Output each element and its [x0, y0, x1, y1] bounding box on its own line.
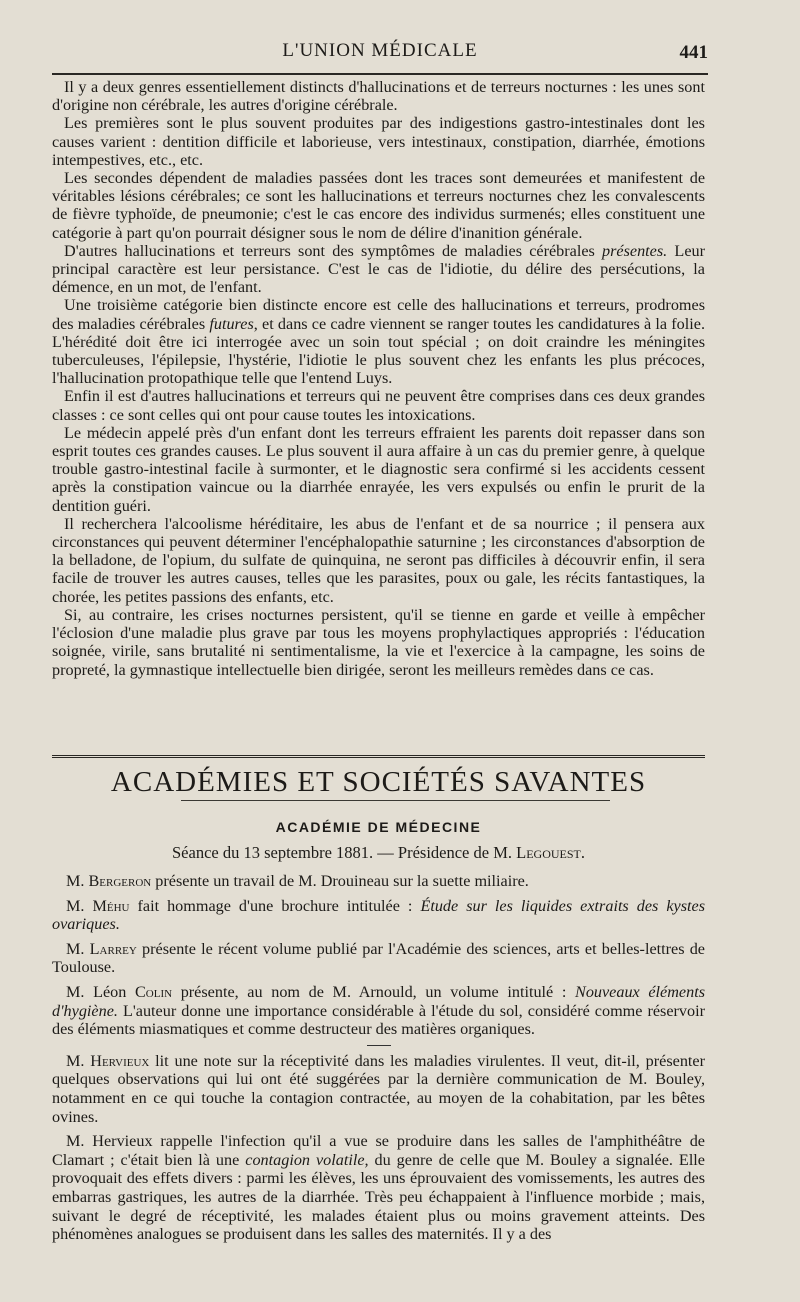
journal-title: L'UNION MÉDICALE: [282, 40, 478, 61]
emphasis-text: Nouveaux éléments d'hygiène.: [52, 982, 706, 1020]
entry-prefix: M.: [66, 896, 93, 915]
minutes-entry: [52, 983, 705, 1039]
section-heading: ACADÉMIES ET SOCIÉTÉS SAVANTES: [110, 766, 647, 798]
emphasis-text: futures: [209, 314, 254, 333]
speaker-name: Colin: [134, 982, 173, 1001]
paragraph: Enfin il est d'autres hallucinations et terreurs qui ne peuvent être comprises dans ces deux grandes classes : ce sont celles qui ont pour cause toutes les intoxications.: [52, 387, 705, 424]
paragraph: [52, 242, 705, 297]
paragraph-text: Leur principal caractère est leur persistance. C'est le cas de l'idiotie, du délire des persécutions, la démence, en un mot, de l'enfant.: [52, 241, 705, 297]
article-body: [52, 78, 705, 679]
entry-prefix: M.: [66, 872, 89, 890]
running-head: [52, 40, 708, 70]
paragraph: Les premières sont le plus souvent produites par des indigestions gastro-intestinales dont les causes varient : dentition difficile et laborieuse, vers intestinaux, constipation, diarrhée, émotions intempestives, etc., etc.: [52, 114, 705, 169]
speaker-name: Hervieux: [90, 1051, 150, 1070]
entry-text: présente un travail de M. Drouineau sur la suette miliaire.: [151, 872, 529, 890]
speaker-name: Méhu: [92, 896, 130, 915]
emphasis-text: Étude sur les liquides extraits des kystes ovariques.: [52, 896, 705, 934]
entry-text: M. Hervieux rappelle l'infection qu'il a vue se produire dans les salles de l'amphithéâtre de Clamart ; c'était bien là une: [52, 1132, 705, 1169]
academy-heading: ACADÉMIE DE MÉDECINE: [275, 819, 482, 835]
paragraph-text: D'autres hallucinations et terreurs sont des symptômes de maladies cérébrales: [64, 241, 603, 260]
minutes-entry: [52, 940, 705, 977]
paragraph: Si, au contraire, les crises nocturnes persistent, qu'il se tienne en garde et veille à empêcher l'éclosion d'une maladie plus grave par tous les moyens prophylactiques appropriés : l'éducation soignée, virile, sans brutalité ni sentimentalisme, la vie et l'exercice à la campagne, les soins de propreté, la gymnastique intellectuelle bien dirigée, seront les meilleurs remèdes dans ce cas.: [52, 605, 705, 679]
paragraph-text: , et dans ce cadre viennent se ranger toutes les candidatures à la folie. L'hérédité doit être ici interrogée avec un soin tout spécial ; on doit craindre les méningites tuberculeuses, l'épilepsie, l'hystérie, l'idiotie le plus souvent chez les enfants les plus précoces, l'hallucination protopathique telle que l'entend Luys.: [52, 314, 705, 388]
entry-prefix: M.: [66, 1051, 91, 1070]
minutes-entry: [52, 897, 705, 934]
heading-underline: [181, 800, 610, 801]
minutes-entry: [52, 1132, 705, 1244]
session-date: Séance du 13 septembre 1881. — Présidence de M.: [172, 843, 517, 862]
entry-prefix: M.: [66, 939, 90, 958]
minutes: [52, 872, 705, 1244]
entry-text: présente le récent volume publié par l'Académie des sciences, arts et belles-lettres de Toulouse.: [52, 939, 705, 977]
header-rule: [52, 73, 708, 75]
minutes-entry: [52, 872, 705, 891]
paragraph-text: Une troisième catégorie bien distincte encore est celle des hallucinations et terreurs, prodromes des maladies cérébrales: [52, 296, 705, 333]
speaker-name: Bergeron: [88, 872, 152, 890]
entry-text: fait hommage d'une brochure intitulée :: [129, 896, 421, 915]
entry-text: présente, au nom de M. Arnould, un volume intitulé :: [172, 982, 576, 1001]
entry-text: du genre de celle que M. Bouley a signalée. Elle provoquait des effets divers : parmi les élèves, les uns éprouvaient des vomissements, les autres des embarras gastriques, les autres de la diarrhée. Très peu échappaient à l'influence morbide ; mais, suivant le degré de réceptivité, les malades étaient plus ou moins gravement atteints. Des phénomènes analogues se produisent dans les salles des maternités. Il y a des: [52, 1150, 705, 1244]
paragraph: Il y a deux genres essentiellement distincts d'hallucinations et de terreurs nocturnes : les unes sont d'origine non cérébrale, les autres d'origine cérébrale.: [52, 78, 705, 115]
entry-text: L'auteur donne une importance considérable à l'étude du sol, considéré comme réservoir des éléments miasmatiques et comme destructeur des matières organiques.: [52, 1001, 705, 1039]
emphasis-text: contagion volatile,: [245, 1150, 369, 1169]
paragraph: Le médecin appelé près d'un enfant dont les terreurs effraient les parents doit repasser dans son esprit toutes ces grandes causes. Le plus souvent il aura affaire à un cas du premier genre, à quelque trouble gastro-intestinal facile à surmonter, et le diagnostic sera confirmé si les accidents cessent après la constipation vaincue ou la diarrhée enrayée, les vers expulsés ou enfin le prurit de la dentition guéri.: [52, 423, 705, 515]
section-divider: [52, 755, 705, 760]
minutes-separator: [367, 1045, 391, 1046]
speaker-name: Larrey: [89, 939, 137, 958]
session-president: Legouest.: [516, 843, 585, 862]
entry-text: lit une note sur la réceptivité dans les maladies virulentes. Il veut, dit-il, présenter quelques observations qui lui ont été suggérées par la dernière communication de M. Bouley, notamment en ce qui touche la contagion contractée, au moyen de la cohabitation, par les bêtes ovines.: [52, 1051, 705, 1126]
entry-prefix: M. Léon: [66, 982, 135, 1001]
emphasis-text: présentes.: [602, 241, 668, 260]
paragraph: Les secondes dépendent de maladies passées dont les traces sont demeurées et manifestent de véritables lésions cérébrales; ce sont les hallucinations et terreurs nocturnes chez les convalescents de fièvre typhoïde, de pneumonie; c'est le cas encore des individus surmenés; elles constituent une catégorie à part qu'on pourrait désigner sous le nom de délire d'inanition générale.: [52, 169, 705, 242]
minutes-entry: [52, 1052, 705, 1126]
session-line: [52, 843, 705, 863]
page-number: 441: [679, 42, 708, 63]
paragraph: Il recherchera l'alcoolisme héréditaire, les abus de l'enfant et de sa nourrice ; il pensera aux circonstances qui peuvent déterminer l'encéphalopathie saturnine ; les circonstances d'absorption de la belladone, de l'opium, du sulfate de quinquina, ne seront pas difficiles à découvrir enfin, il sera facile de trouver les autres causes, telles que les parasites, poux ou gale, les récits fantastiques, la chorée, les petites passions des enfants, etc.: [52, 514, 705, 606]
paragraph: [52, 296, 705, 387]
